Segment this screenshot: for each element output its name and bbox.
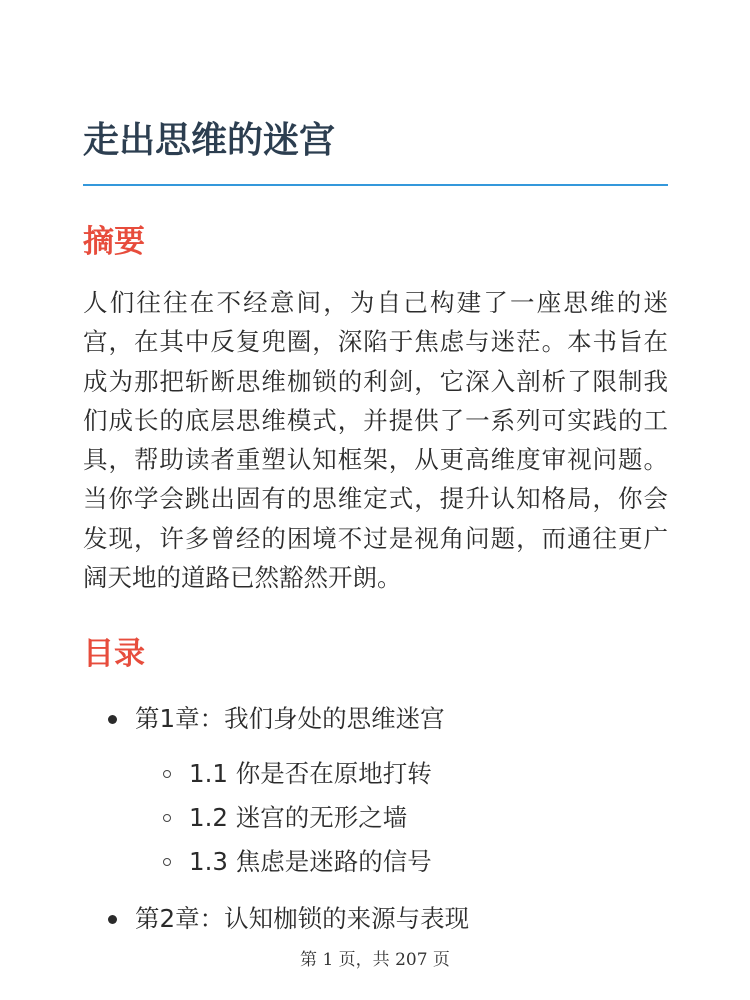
toc-chapter-2[interactable]: 第2章：认知枷锁的来源与表现 [135, 904, 470, 933]
toc-section-1-3[interactable]: 1.3 焦虑是迷路的信号 [189, 847, 432, 876]
bullet-circle-icon [163, 814, 171, 822]
toc-section-1-1[interactable]: 1.1 你是否在原地打转 [189, 759, 432, 788]
abstract-heading: 摘要 [83, 224, 145, 260]
abstract-body: 人们往往在不经意间，为自己构建了一座思维的迷宫，在其中反复兜圈，深陷于焦虑与迷茫。本书旨在成为那把斩断思维枷锁的利剑，它深入剖析了限制我们成长的底层思维模式，并提供了一系列可实践的工具，帮助读者重塑认知框架，从更高维度审视问题。当你学会跳出固有的思维定式，提升认知格局，你会发现，许多曾经的困境不过是视角问题，而通往更广阔天地的道路已然豁然开朗。 [83, 288, 668, 593]
document-title: 走出思维的迷宫 [83, 120, 336, 161]
toc-section-1-2[interactable]: 1.2 迷宫的无形之墙 [189, 803, 408, 832]
toc-heading: 目录 [83, 636, 145, 672]
title-divider [83, 184, 668, 186]
bullet-disc-icon [108, 915, 117, 924]
bullet-disc-icon [108, 715, 117, 724]
bullet-circle-icon [163, 770, 171, 778]
bullet-circle-icon [163, 858, 171, 866]
toc-chapter-1[interactable]: 第1章：我们身处的思维迷宫 [135, 704, 445, 733]
page-number: 第 1 页，共 207 页 [300, 950, 450, 970]
